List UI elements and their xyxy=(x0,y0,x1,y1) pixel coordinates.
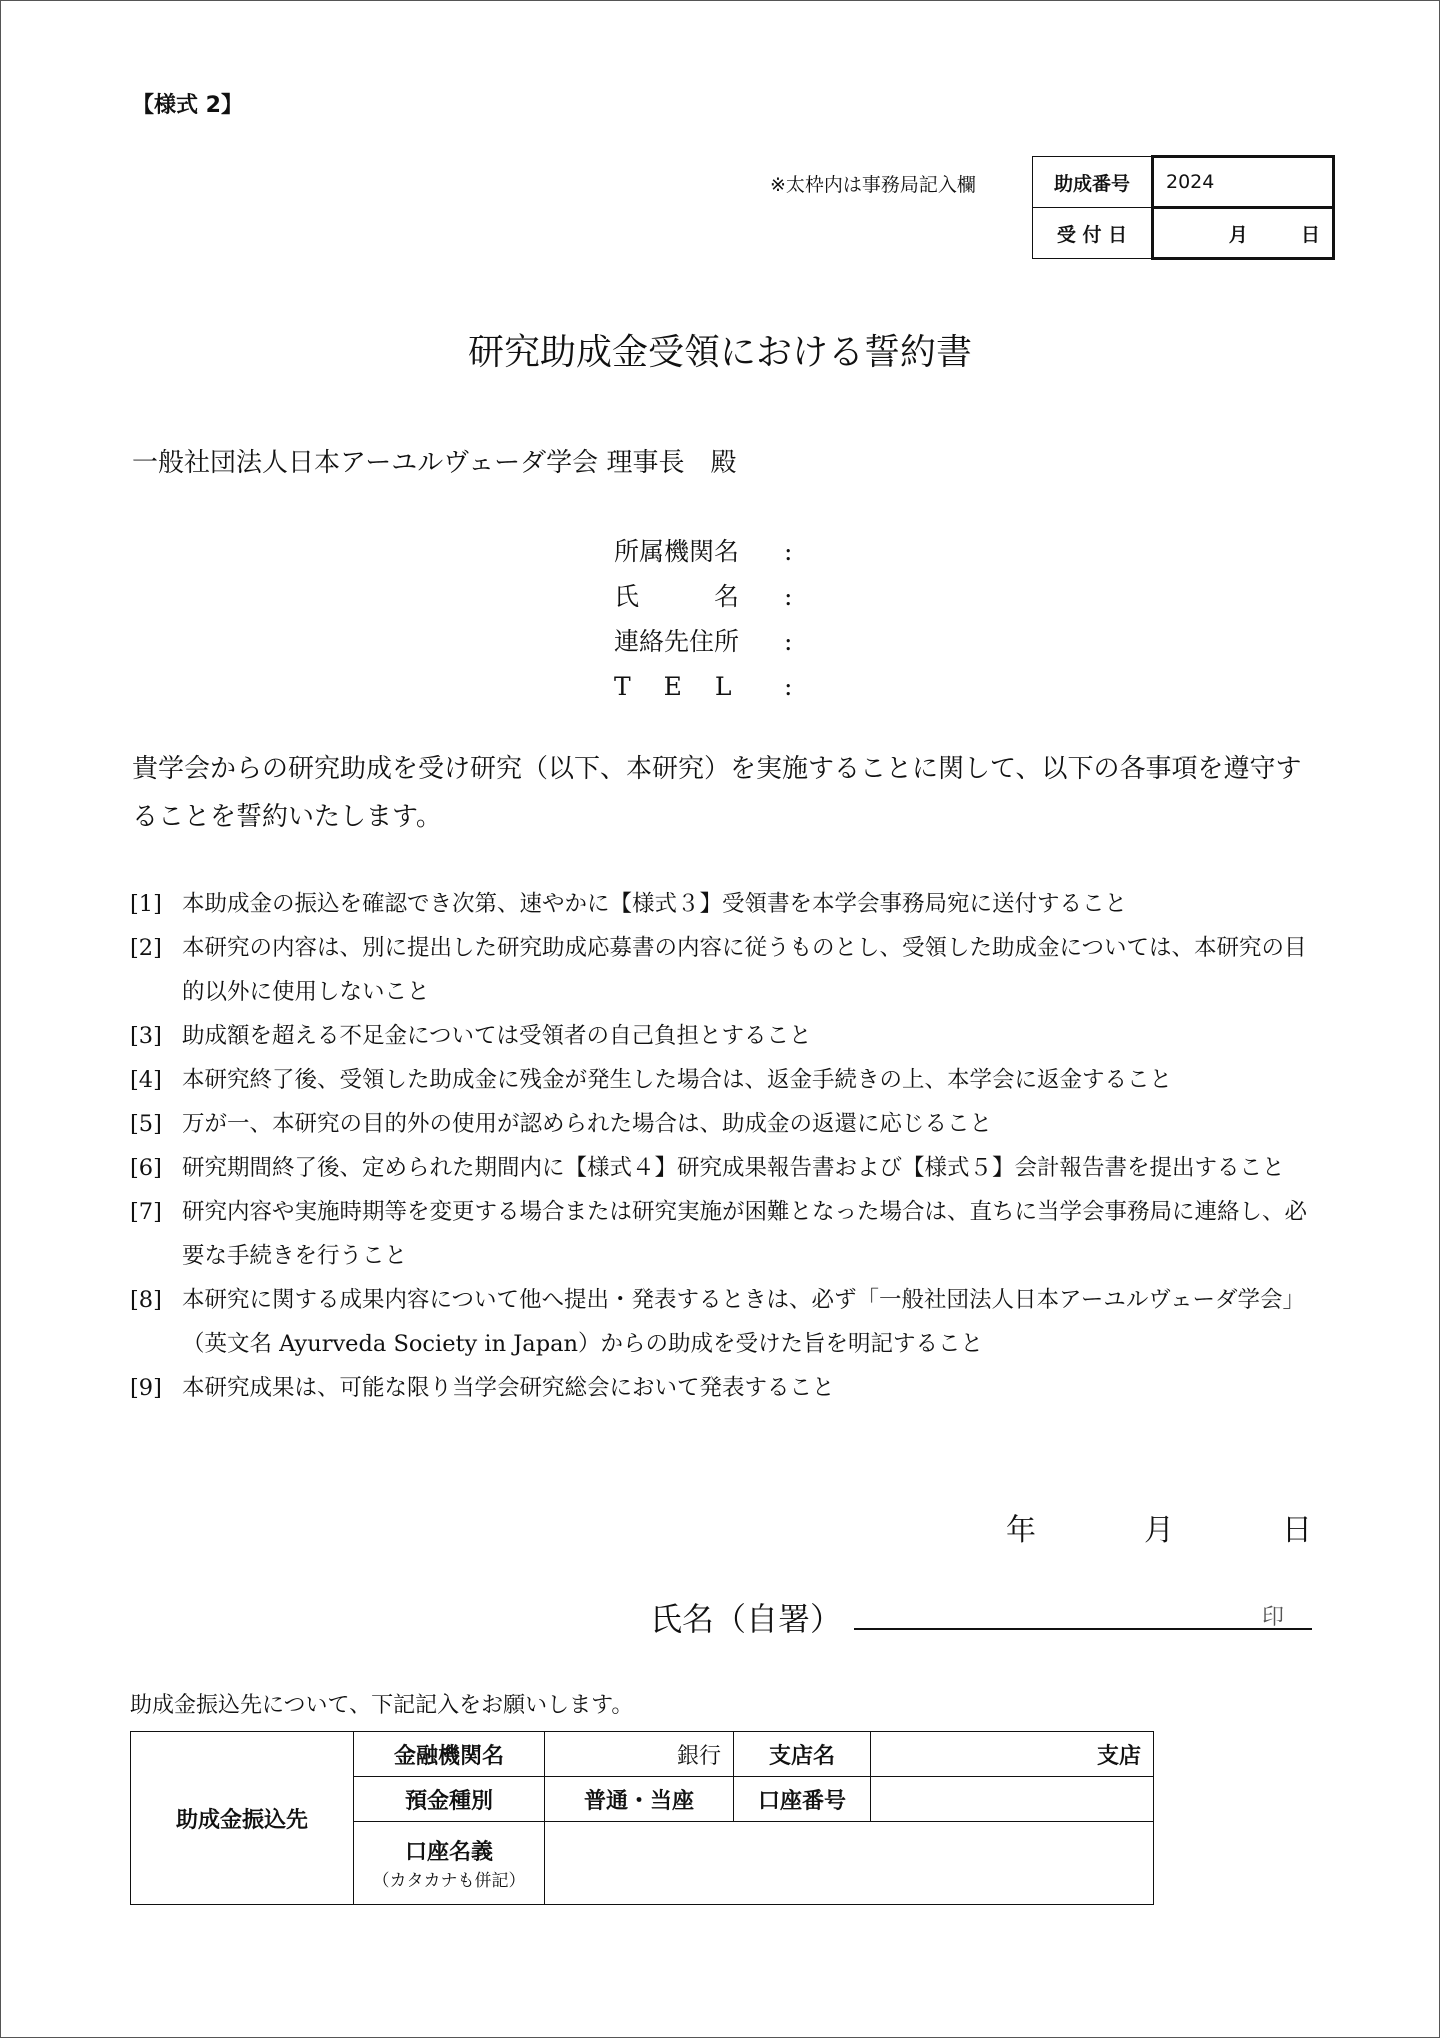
office-note: ※太枠内は事務局記入欄 xyxy=(770,174,976,196)
addressee: 一般社団法人日本アーユルヴェーダ学会 理事長 殿 xyxy=(132,448,737,478)
tel-row xyxy=(614,667,792,703)
account-name-field[interactable] xyxy=(545,1822,1154,1905)
deposit-type-label: 預金種別 xyxy=(354,1777,545,1822)
received-date-label: 受 付 日 xyxy=(1033,208,1153,259)
list-item xyxy=(130,1102,1320,1146)
org-name-colon: : xyxy=(784,537,793,566)
item-text: 研究内容や実施時期等を変更する場合または研究実施が困難となった場合は、直ちに当学会事務局に連絡し、必要な手続きを行うこと xyxy=(182,1199,1308,1269)
received-date-field[interactable] xyxy=(1153,208,1334,259)
applicant-name-colon: : xyxy=(784,582,793,611)
item-text: 研究期間終了後、定められた期間内に【様式４】研究成果報告書および【様式５】会計報告書を提出すること xyxy=(182,1155,1285,1181)
applicant-name-label: 氏 名 xyxy=(614,582,740,611)
item-text: 本研究終了後、受領した助成金に残金が発生した場合は、返金手続きの上、本学会に返金すること xyxy=(182,1067,1173,1093)
item-text: 本研究成果は、可能な限り当学会研究総会において発表すること xyxy=(182,1375,835,1401)
list-item xyxy=(130,1278,1320,1366)
item-number: [4] xyxy=(130,1067,162,1093)
item-number: [6] xyxy=(130,1155,162,1181)
bank-transfer-table xyxy=(130,1731,1154,1905)
received-month: 月 xyxy=(1228,223,1248,246)
date-month-label: 月 xyxy=(1144,1513,1174,1548)
form-id: 【様式 2】 xyxy=(132,93,243,118)
item-text: 助成額を超える不足金については受領者の自己負担とすること xyxy=(182,1023,812,1049)
list-item xyxy=(130,1058,1320,1102)
item-number: [8] xyxy=(130,1287,162,1313)
branch-suffix: 支店 xyxy=(1096,1743,1141,1769)
applicant-name-row xyxy=(614,577,792,613)
branch-label: 支店名 xyxy=(734,1732,871,1777)
account-number-label: 口座番号 xyxy=(734,1777,871,1822)
institution-field[interactable] xyxy=(545,1732,734,1777)
org-name-label: 所属機関名 xyxy=(614,537,740,566)
office-use-table xyxy=(1032,155,1335,260)
account-name-label-cell xyxy=(354,1822,545,1905)
address-colon: : xyxy=(784,627,793,656)
tel-colon: : xyxy=(784,672,793,701)
list-item xyxy=(130,1190,1320,1278)
item-number: [2] xyxy=(130,935,162,961)
account-number-field[interactable] xyxy=(871,1777,1154,1822)
intro-paragraph: 貴学会からの研究助成を受け研究（以下、本研究）を実施することに関して、以下の各事項を遵守することを誓約いたします。 xyxy=(132,754,1302,832)
received-day: 日 xyxy=(1300,223,1320,246)
item-text: 本研究の内容は、別に提出した研究助成応募書の内容に従うものとし、受領した助成金については、本研究の目的以外に使用しないこと xyxy=(182,935,1307,1005)
deposit-type-field[interactable]: 普通・当座 xyxy=(545,1777,734,1822)
tel-label: T E L xyxy=(614,672,732,701)
branch-field[interactable] xyxy=(871,1732,1154,1777)
signature-label: 氏名（自署） xyxy=(650,1600,843,1638)
item-number: [1] xyxy=(130,891,162,917)
item-text: 本研究に関する成果内容について他へ提出・発表するときは、必ず「一般社団法人日本アーユルヴェーダ学会」（英文名 Ayurveda Society in Japan）からの助成を受けた旨を明記すること xyxy=(182,1287,1305,1357)
list-item xyxy=(130,926,1320,1014)
date-day-label: 日 xyxy=(1282,1513,1312,1548)
item-number: [5] xyxy=(130,1111,162,1137)
list-item xyxy=(130,882,1320,926)
address-label: 連絡先住所 xyxy=(614,627,740,656)
institution-label: 金融機関名 xyxy=(354,1732,545,1777)
address-row xyxy=(614,622,792,658)
document-title: 研究助成金受領における誓約書 xyxy=(467,332,972,373)
list-item xyxy=(130,1366,1320,1410)
item-number: [3] xyxy=(130,1023,162,1049)
account-name-label: 口座名義 xyxy=(404,1840,493,1865)
item-text: 本助成金の振込を確認でき次第、速やかに【様式３】受領書を本学会事務局宛に送付すること xyxy=(182,891,1128,917)
bank-table-header: 助成金振込先 xyxy=(131,1732,354,1905)
pledge-list xyxy=(130,882,1320,1410)
account-name-note: （カタカナも併記） xyxy=(372,1871,526,1891)
list-item xyxy=(130,1014,1320,1058)
item-number: [9] xyxy=(130,1375,162,1401)
date-year-label: 年 xyxy=(1006,1513,1036,1548)
list-item xyxy=(130,1146,1320,1190)
signature-line[interactable] xyxy=(854,1628,1312,1630)
item-text: 万が一、本研究の目的外の使用が認められた場合は、助成金の返還に応じること xyxy=(182,1111,993,1137)
grant-number-label: 助成番号 xyxy=(1033,157,1153,208)
bank-suffix: 銀行 xyxy=(676,1743,721,1769)
org-name-row xyxy=(614,532,792,568)
item-number: [7] xyxy=(130,1199,162,1225)
seal-mark: 印 xyxy=(1262,1605,1285,1630)
bank-note: 助成金振込先について、下記記入をお願いします。 xyxy=(130,1693,634,1718)
grant-number-field[interactable]: 2024 xyxy=(1153,157,1334,208)
